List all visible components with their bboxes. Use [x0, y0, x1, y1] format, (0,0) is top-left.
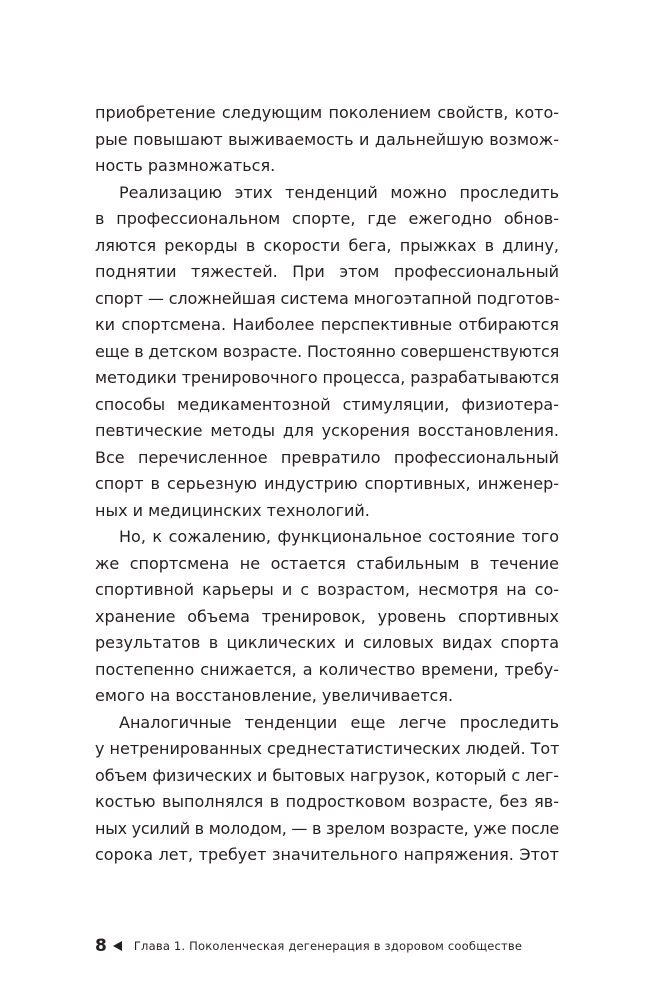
text-line: Все перечисленное превратило профессиональный	[95, 447, 559, 467]
body-text	[95, 100, 559, 869]
text-line: певтические методы для ускорения восстановления.	[95, 421, 559, 440]
text-line: Реализацию этих тенденций можно проследить	[119, 182, 559, 202]
text-line: ность размножаться.	[95, 156, 276, 175]
text-line: спорт — сложнейшая система многоэтапной подготов-	[95, 288, 560, 308]
text-line: в профессиональном спорте, где ежегодно обнов-	[95, 209, 559, 228]
paragraph-4	[95, 710, 559, 869]
text-line: ных усилий в молодом, — в зрелом возрасте, уже после	[95, 818, 559, 838]
text-line: спортивной карьеры и с возрастом, несмотря на со-	[95, 580, 559, 599]
text-line: у нетренированных среднестатистических людей. Тот	[95, 739, 560, 758]
page-number: 8	[95, 936, 107, 956]
paragraph-3	[95, 524, 559, 710]
triangle-left-icon	[113, 941, 122, 951]
text-line: же спортсмена не остается стабильным в течение	[95, 553, 559, 573]
text-line: ки спортсмена. Наиболее перспективные отбираются	[95, 315, 559, 334]
text-line: Аналогичные тенденции еще легче проследить	[119, 712, 559, 732]
paragraph-2	[95, 180, 559, 525]
text-line: результатов в циклических и силовых видах спорта	[95, 633, 559, 652]
text-line: хранение объема тренировок, уровень спортивных	[95, 606, 559, 626]
text-line: еще в детском возрасте. Постоянно совершенствуются	[95, 341, 560, 361]
text-line: приобретение следующим поколением свойств, кото-	[95, 103, 559, 122]
text-line: спорт в серьезную индустрию спортивных, инженер-	[95, 474, 559, 493]
paragraph-1	[95, 100, 559, 180]
text-line: сорока лет, требует значительного напряжения. Этот	[95, 845, 559, 864]
text-line: костью выполнялся в подростковом возрасте, без яв-	[95, 792, 559, 811]
text-line: ляются рекорды в скорости бега, прыжках в длину,	[95, 235, 559, 255]
text-line: методики тренировочного процесса, разрабатываются	[95, 368, 560, 387]
text-line: Но, к сожалению, функциональное состояние того	[119, 527, 559, 546]
text-line: рые повышают выживаемость и дальнейшую возмож-	[95, 129, 559, 149]
running-title: Глава 1. Поколенческая дегенерация в здоровом сообществе	[133, 939, 523, 953]
text-line: объем физических и бытовых нагрузок, который с лег-	[95, 765, 559, 785]
text-line: поднятии тяжестей. При этом профессиональный	[95, 262, 559, 281]
page-footer	[95, 935, 522, 957]
text-line: постепенно снижается, а количество времени, требу-	[95, 659, 559, 679]
text-line: способы медикаментозной стимуляции, физиотера-	[95, 394, 559, 414]
text-line: емого на восстановление, увеличивается.	[95, 686, 454, 705]
text-line: ных и медицинских технологий.	[95, 500, 370, 520]
